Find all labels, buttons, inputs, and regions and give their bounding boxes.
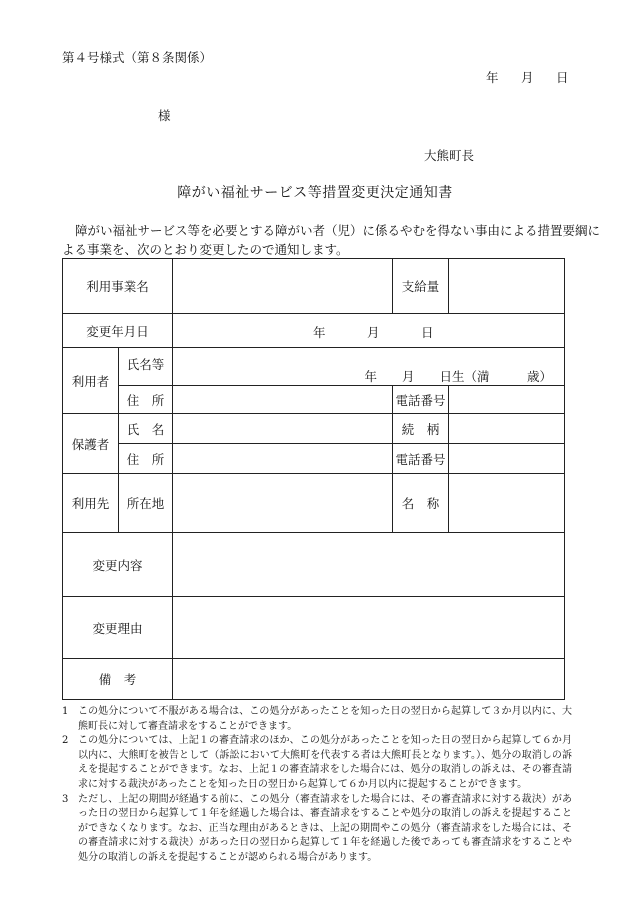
guardian-relation-label: 続 柄: [393, 414, 449, 444]
date-year-label: 年: [486, 70, 499, 85]
notice-table: [62, 258, 565, 700]
intro-line-2: よる事業を、次のとおり変更したので通知します。: [62, 242, 349, 257]
guardian-phone-label: 電話番号: [393, 444, 449, 474]
notes-section: [62, 705, 572, 866]
user-label: 利用者: [63, 348, 119, 414]
guardian-name-value[interactable]: [173, 414, 393, 444]
destination-location-value[interactable]: [173, 474, 393, 533]
form-number: 第４号様式（第８条関係）: [62, 50, 213, 65]
user-phone-value[interactable]: [449, 386, 565, 414]
date-day-label: 日: [556, 70, 569, 85]
user-address-value[interactable]: [173, 386, 393, 414]
note-text: この処分について不服がある場合は、この処分があったことを知った日の翌日から起算して３か月以内に、大熊町長に対して審査請求をすることができます。: [78, 706, 572, 732]
destination-label: 利用先: [63, 474, 119, 533]
guardian-address-value[interactable]: [173, 444, 393, 474]
note-number: 3: [62, 793, 69, 805]
supply-amount-label: 支給量: [393, 259, 449, 314]
guardian-phone-value[interactable]: [449, 444, 565, 474]
user-name-value[interactable]: [173, 348, 565, 386]
note-text: この処分については、上記１の審査請求のほか、この処分があったことを知った日の翌日から起算して６か月以内に、大熊町を被告として（訴訟において大熊町を代表する者は大熊町長となります。）、処分の取消しの訴えを提起することができます。なお、上記１の審査請求をした場合には、処分の取消しの訴えは、その審査請求に対する裁決があったことを知った日の翌日から起算して６か月以内に提起することができます。: [78, 735, 572, 790]
supply-amount-value[interactable]: [449, 259, 565, 314]
user-birth-date: 年 月 日生（満 歳）: [364, 369, 553, 384]
change-reason-value[interactable]: [173, 597, 565, 659]
change-date-value[interactable]: [173, 314, 565, 348]
change-content-label: 変更内容: [63, 533, 173, 597]
destination-name-value[interactable]: [449, 474, 565, 533]
user-phone-label: 電話番号: [393, 386, 449, 414]
guardian-name-label: 氏 名: [119, 414, 173, 444]
service-name-label: 利用事業名: [63, 259, 173, 314]
note-number: 1: [62, 706, 69, 717]
guardian-label: 保護者: [63, 414, 119, 474]
change-content-value[interactable]: [173, 533, 565, 597]
change-date-day: 日: [421, 325, 434, 340]
destination-name-label: 名 称: [393, 474, 449, 533]
guardian-address-label: 住 所: [119, 444, 173, 474]
note-item: [62, 705, 572, 734]
note-item: [62, 734, 572, 792]
user-name-label: 氏名等: [119, 348, 173, 386]
change-date-year: 年: [313, 325, 326, 340]
issuer-name: 大熊町長: [424, 148, 475, 163]
note-text: ただし、上記の期間が経過する前に、この処分（審査請求をした場合には、その審査請求に対する裁決）があった日の翌日から起算して１年を経過した場合は、審査請求をすることや処分の取消しの訴えを提起することができなくなります。なお、正当な理由があるときは、上記の期間やこの処分（審査請求をした場合には、その審査請求に対する裁決）があった日の翌日から起算して１年を経過した後であっても審査請求をすることや処分の取消しの訴えを提起することが認められる場合があります。: [78, 793, 572, 863]
user-address-label: 住 所: [119, 386, 173, 414]
document-title: 障がい福祉サービス等措置変更決定通知書: [177, 185, 453, 201]
note-item: [62, 793, 572, 866]
addressee-suffix: 様: [158, 108, 171, 123]
remarks-value[interactable]: [173, 659, 565, 700]
remarks-label: 備 考: [63, 659, 173, 700]
guardian-relation-value[interactable]: [449, 414, 565, 444]
change-reason-label: 変更理由: [63, 597, 173, 659]
date-month-label: 月: [521, 70, 534, 85]
service-name-value[interactable]: [173, 259, 393, 314]
destination-location-label: 所在地: [119, 474, 173, 533]
change-date-label: 変更年月日: [63, 314, 173, 348]
note-number: 2: [62, 735, 69, 747]
intro-line-1: 障がい福祉サービス等を必要とする障がい者（児）に係るやむを得ない事由による措置要綱に: [75, 223, 601, 238]
change-date-month: 月: [367, 325, 380, 340]
